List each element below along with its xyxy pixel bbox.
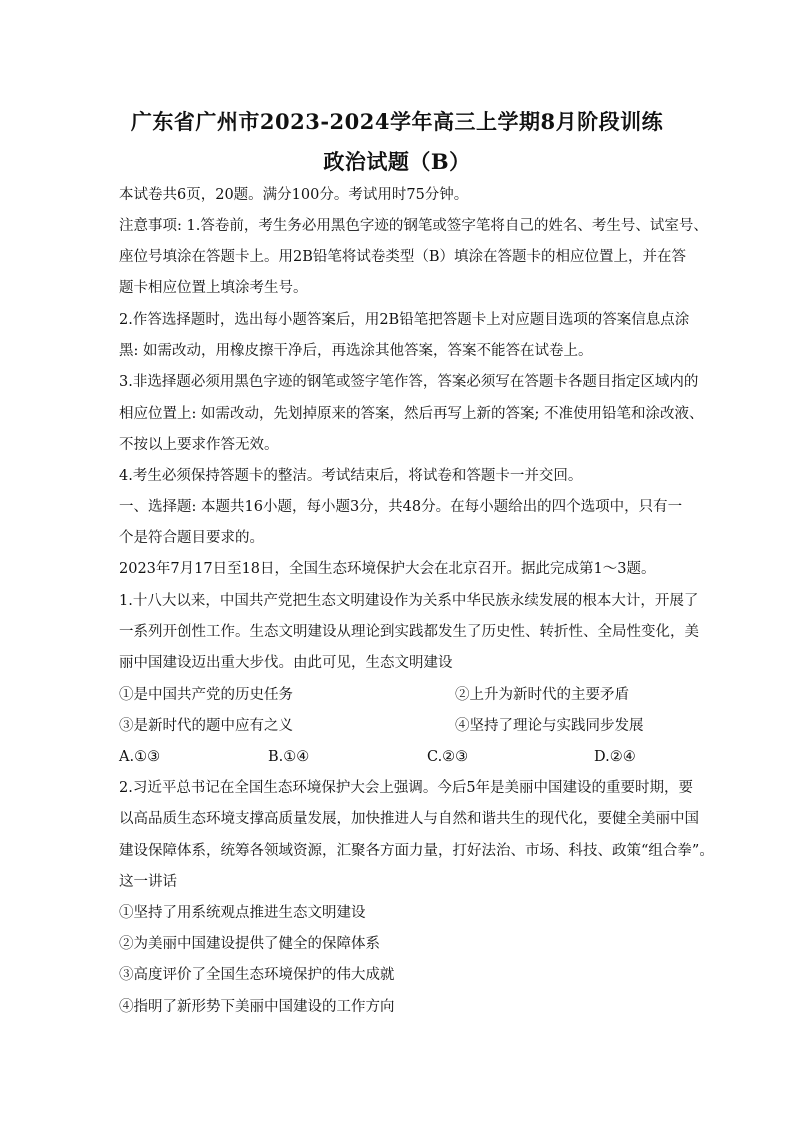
answer-choice: B.①④ (268, 749, 310, 765)
notice-line: 2.作答选择题时，选出每小题答案后，用2B铅笔把答题卡上对应题目选项的答案信息点涂 (119, 312, 690, 328)
section-line: 一、选择题: 本题共16小题，每小题3分，共48分。在每小题给出的四个选项中，只有一 (119, 499, 683, 515)
notice-line: 注意事项: 1.答卷前，考生务必用黑色字迹的钢笔或签字笔将自己的姓名、考生号、试室号、 (119, 218, 708, 234)
notice-line: 不按以上要求作答无效。 (119, 437, 279, 453)
question-item: ④坚持了理论与实践同步发展 (455, 718, 644, 734)
question-item: ④指明了新形势下美丽中国建设的工作方向 (119, 999, 395, 1015)
question-stem-line: 这一讲话 (119, 874, 177, 890)
exam-subtitle: 政治试题（B） (323, 149, 471, 174)
section-line: 个是符合题目要求的。 (119, 530, 264, 546)
question-stem-line: 建设保障体系，统筹各领域资源，汇聚各方面力量，打好法治、市场、科技、政策“组合拳”。 (119, 843, 714, 859)
question-stem-line: 2.习近平总书记在全国生态环境保护大会上强调。今后5年是美丽中国建设的重要时期，要 (119, 780, 694, 796)
question-item: ②上升为新时代的主要矛盾 (455, 687, 629, 703)
question-stem-line: 丽中国建设迈出重大步伐。由此可见，生态文明建设 (119, 655, 453, 671)
question-stem-line: 1.十八大以来，中国共产党把生态文明建设作为关系中华民族永续发展的根本大计，开展了 (119, 593, 699, 609)
exam-title: 广东省广州市2023-2024学年高三上学期8月阶段训练 (130, 109, 664, 134)
notice-line: 4.考生必须保持答题卡的整洁。考试结束后，将试卷和答题卡一并交回。 (119, 468, 583, 484)
question-stem-line: 一系列开创性工作。生态文明建设从理论到实践都发生了历史性、转折性、全局性变化，美 (119, 624, 699, 640)
answer-choice: A.①③ (119, 749, 161, 765)
question-item: ③高度评价了全国生态环境保护的伟大成就 (119, 967, 395, 983)
question-context: 2023年7月17日至18日，全国生态环境保护大会在北京召开。据此完成第1～3题。 (119, 561, 656, 577)
answer-choice: C.②③ (427, 749, 469, 765)
answer-choice: D.②④ (594, 749, 636, 765)
notice-line: 相应位置上: 如需改动，先划掉原来的答案，然后再写上新的答案; 不准使用铅笔和涂改液、 (119, 406, 704, 422)
notice-line: 座位号填涂在答题卡上。用2B铅笔将试卷类型（B）填涂在答题卡的相应位置上，并在答 (119, 249, 687, 265)
notice-line: 题卡相应位置上填涂考生号。 (119, 280, 308, 296)
question-item: ①坚持了用系统观点推进生态文明建设 (119, 905, 366, 921)
notice-line: 3.非选择题必须用黑色字迹的钢笔或签字笔作答，答案必须写在答题卡各题目指定区域内的 (119, 374, 699, 390)
question-item: ③是新时代的题中应有之义 (119, 718, 293, 734)
notice-line: 黑: 如需改动，用橡皮擦干净后，再选涂其他答案，答案不能答在试卷上。 (119, 343, 593, 359)
question-item: ②为美丽中国建设提供了健全的保障体系 (119, 936, 380, 952)
exam-intro: 本试卷共6页，20题。满分100分。考试用时75分钟。 (119, 187, 469, 203)
question-item: ①是中国共产党的历史任务 (119, 687, 293, 703)
question-stem-line: 以高品质生态环境支撑高质量发展，加快推进人与自然和谐共生的现代化，要健全美丽中国 (119, 811, 699, 827)
